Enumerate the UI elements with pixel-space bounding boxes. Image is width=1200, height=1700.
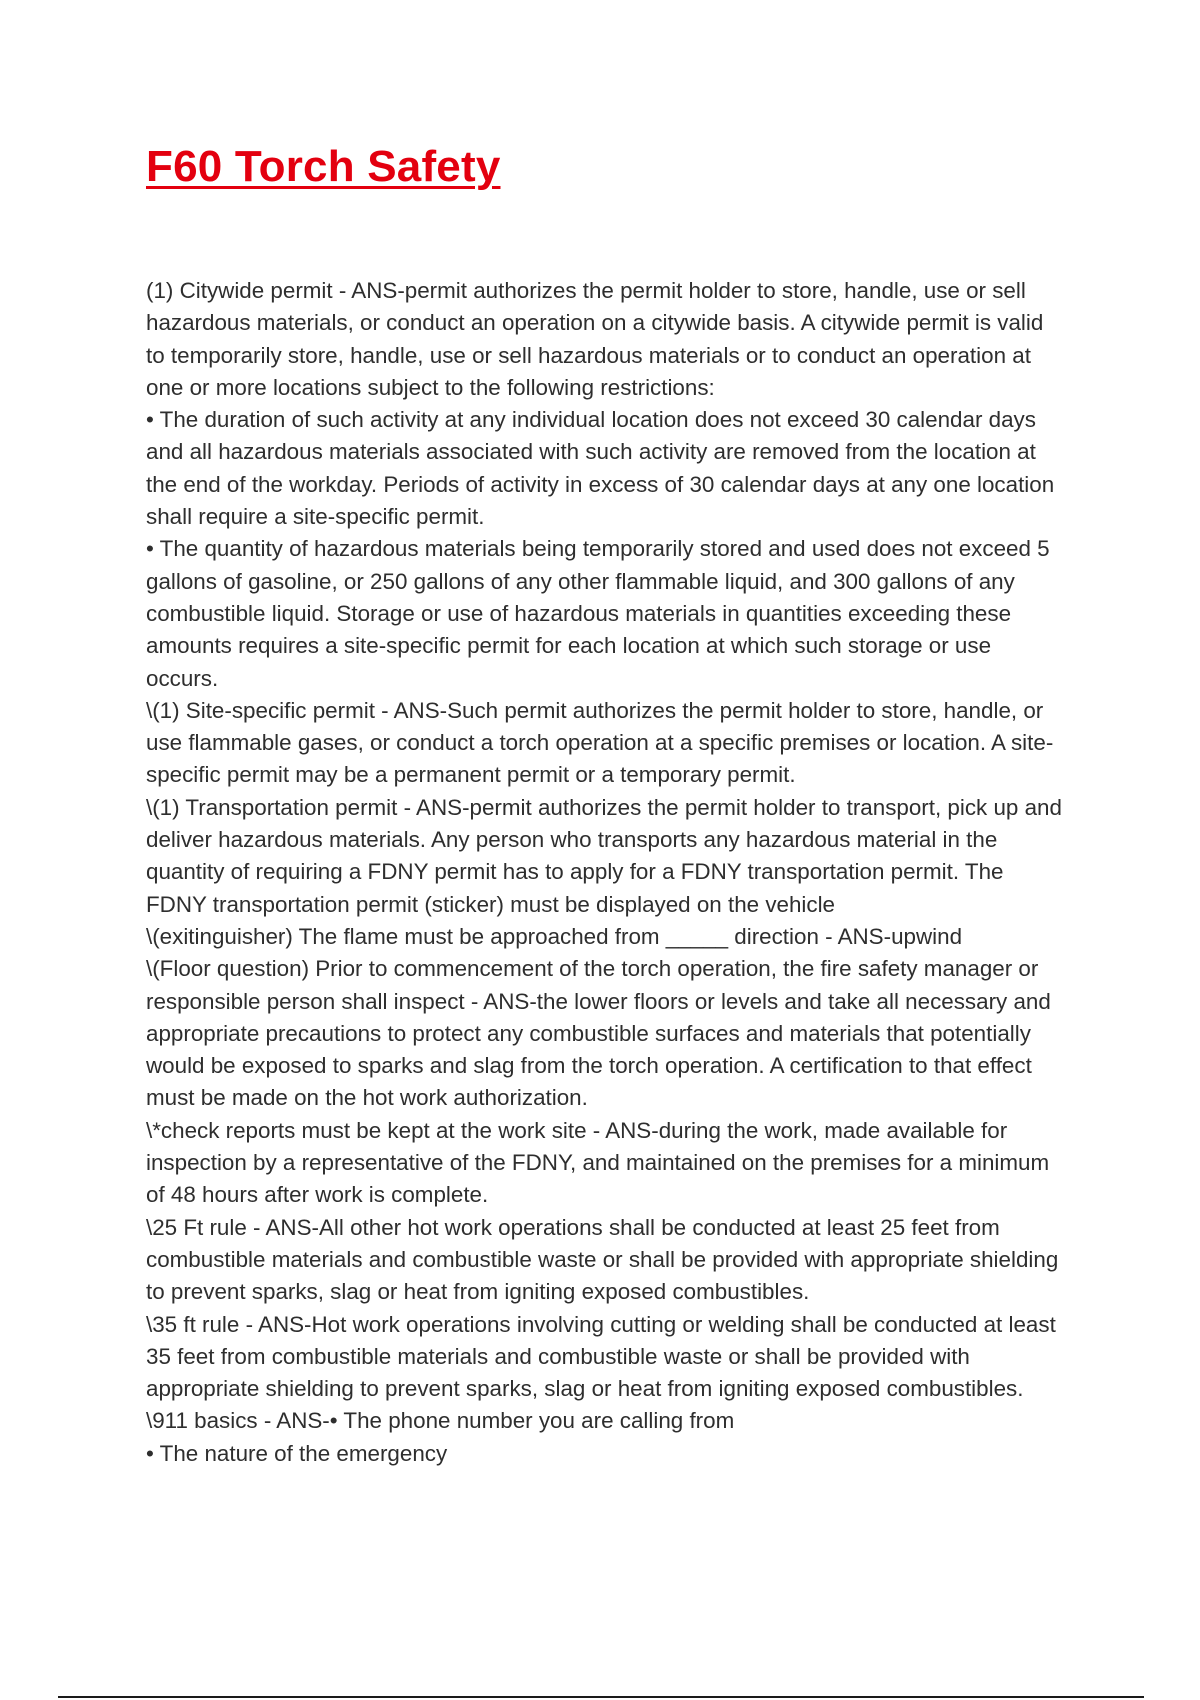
- bullet-duration: • The duration of such activity at any individual location does not exceed 30 calendar days and all hazardous materials associated with such activity are removed from the location at the end of the workday. Periods of activity in excess of 30 calendar days at any one location shall require a site-specific permit.: [146, 407, 1055, 530]
- bullet-quantity: • The quantity of hazardous materials being temporarily stored and used does not exceed 5 gallons of gasoline, or 250 gallons of any other flammable liquid, and 300 gallons of any combustible liquid. Storage or use of hazardous materials in quantities exceeding these amounts requires a site-specific permit for each location at which such storage or use occurs.: [146, 536, 1050, 691]
- paragraph-25ft-rule: \25 Ft rule - ANS-All other hot work operations shall be conducted at least 25 feet from combustible materials and combustible waste or shall be provided with appropriate shielding to prevent sparks, slag or heat from igniting exposed combustibles.: [146, 1214, 1059, 1305]
- paragraph-check-reports: \*check reports must be kept at the work site - ANS-during the work, made available for inspection by a representative of the FDNY, and maintained on the premises for a minimum of 48 hours after work is complete.: [146, 1117, 1050, 1208]
- document-body: [146, 275, 1066, 1470]
- paragraph-citywide-permit: (1) Citywide permit - ANS-permit authorizes the permit holder to store, handle, use or sell hazardous materials, or conduct an operation on a citywide basis. A citywide permit is valid to temporarily store, handle, use or sell hazardous materials or to conduct an operation at one or more locations subject to the following restrictions:: [146, 278, 1044, 400]
- bullet-nature-of-emergency: • The nature of the emergency: [146, 1440, 448, 1466]
- footer-divider: [58, 1696, 1144, 1698]
- paragraph-extinguisher: \(exitinguisher) The flame must be approached from _____ direction - ANS-upwind: [146, 923, 963, 949]
- page-title: F60 Torch Safety: [146, 142, 501, 191]
- paragraph-911-basics: \911 basics - ANS-• The phone number you are calling from: [146, 1408, 735, 1434]
- paragraph-transportation-permit: \(1) Transportation permit - ANS-permit authorizes the permit holder to transport, pick up and deliver hazardous materials. Any person who transports any hazardous material in the quantity of requiring a FDNY permit has to apply for a FDNY transportation permit. The FDNY transportation permit (sticker) must be displayed on the vehicle: [146, 794, 1062, 917]
- paragraph-site-specific-permit: \(1) Site-specific permit - ANS-Such permit authorizes the permit holder to store, handle, or use flammable gases, or conduct a torch operation at a specific premises or location. A site-specific permit may be a permanent permit or a temporary permit.: [146, 697, 1054, 788]
- paragraph-35ft-rule: \35 ft rule - ANS-Hot work operations involving cutting or welding shall be conducted at least 35 feet from combustible materials and combustible waste or shall be provided with appropriate shielding to prevent sparks, slag or heat from igniting exposed combustibles.: [146, 1311, 1056, 1402]
- paragraph-floor-question: \(Floor question) Prior to commencement of the torch operation, the fire safety manager or responsible person shall inspect - ANS-the lower floors or levels and take all necessary and appropriate precautions to protect any combustible surfaces and materials that potentially would be exposed to sparks and slag from the torch operation. A certification to that effect must be made on the hot work authorization.: [146, 956, 1051, 1111]
